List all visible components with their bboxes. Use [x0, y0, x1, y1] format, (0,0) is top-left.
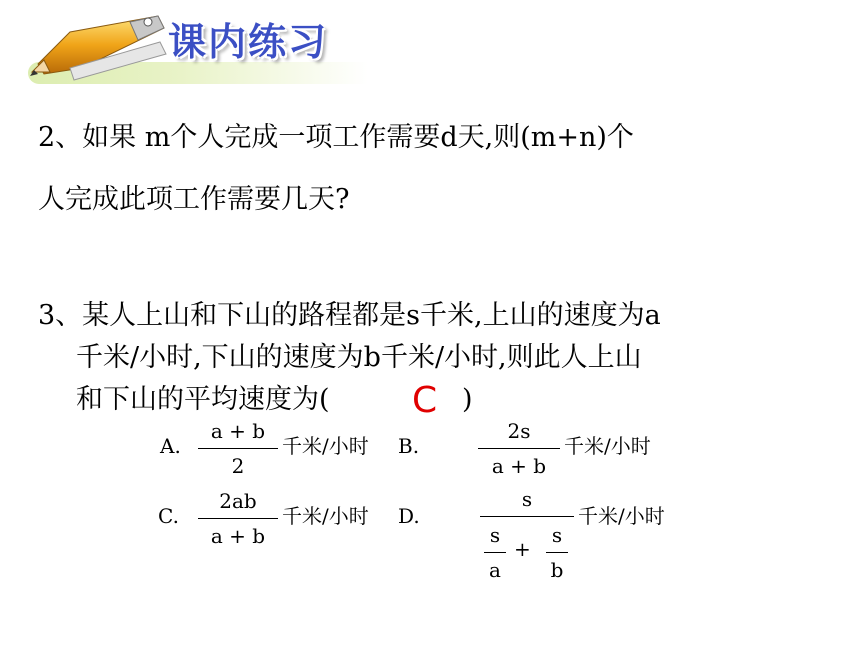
option-d-term-2-denominator: b	[550, 558, 564, 582]
option-d-fraction	[480, 486, 574, 582]
option-b-label: B.	[398, 434, 420, 458]
question-3-line-3	[76, 380, 330, 420]
question-3-line-2: 千米/小时,下山的速度为b千米/小时,则此人上山	[76, 342, 642, 373]
option-d-term-2-numerator: s	[551, 523, 563, 547]
option-d-denominator-term-1	[484, 522, 506, 583]
page-title: 课内练习	[168, 20, 329, 64]
fraction-bar	[484, 552, 506, 553]
option-a-unit: 千米/小时	[282, 434, 369, 458]
option-b-fraction	[478, 418, 560, 479]
option-a-label: A.	[160, 434, 181, 458]
option-b-denominator: a + b	[491, 454, 547, 478]
option-c-unit: 千米/小时	[282, 504, 369, 528]
pencil-icon	[30, 8, 170, 90]
question-3-line-3-suffix: )	[462, 384, 473, 415]
option-c-fraction	[198, 488, 278, 549]
option-c-label: C.	[158, 504, 179, 528]
option-a-fraction	[198, 418, 278, 479]
header-banner	[0, 0, 380, 100]
option-d-unit: 千米/小时	[578, 504, 665, 528]
option-d-numerator: s	[521, 487, 533, 511]
option-c-denominator: a + b	[210, 524, 266, 548]
fraction-bar	[198, 518, 278, 519]
question-3-line-1: 3、某人上山和下山的路程都是s千米,上山的速度为a	[38, 300, 661, 331]
option-a-numerator: a + b	[210, 419, 266, 443]
option-d-term-1-denominator: a	[489, 558, 501, 582]
fraction-bar	[480, 516, 574, 517]
option-a-denominator: 2	[231, 454, 245, 478]
option-b-numerator: 2s	[507, 419, 531, 443]
option-b-unit: 千米/小时	[564, 434, 651, 458]
option-d-plus: +	[514, 537, 531, 561]
option-d-term-1-numerator: s	[489, 523, 501, 547]
question-2-line-1: 2、如果 m个人完成一项工作需要d天,则(m+n)个	[38, 122, 634, 153]
question-2-line-2: 人完成此项工作需要几天?	[38, 184, 350, 215]
answer-mark: C	[412, 380, 438, 421]
fraction-bar	[478, 448, 560, 449]
option-d-denominator-term-2	[546, 522, 568, 583]
fraction-bar	[546, 552, 568, 553]
question-3-line-3-prefix: 和下山的平均速度为(	[76, 384, 330, 415]
option-c-numerator: 2ab	[219, 489, 257, 513]
fraction-bar	[198, 448, 278, 449]
option-d-label: D.	[398, 504, 420, 528]
